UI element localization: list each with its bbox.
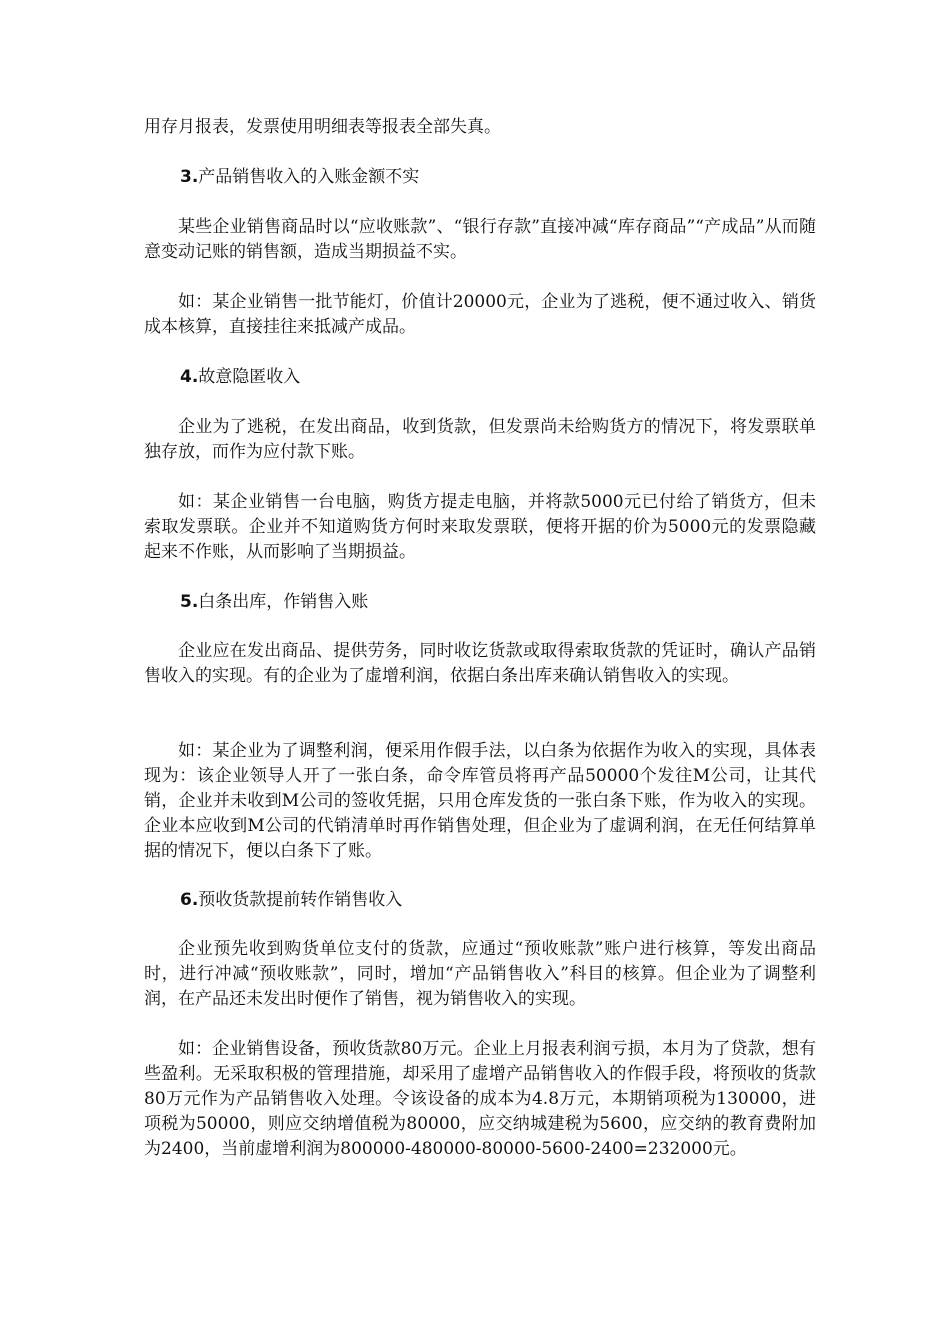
section-title: 产品销售收入的入账金额不实 (198, 167, 420, 187)
paragraph: 企业预先收到购货单位支付的货款，应通过“预收账款”账户进行核算，等发出商品时，进行冲减“预收账款”，同时，增加“产品销售收入”科目的核算。但企业为了调整利润，在产品还未发出时便作了销售，视为销售收入的实现。 (144, 939, 816, 1009)
section-heading-6 (180, 888, 402, 913)
section-title: 白条出库，作销售入账 (198, 592, 369, 612)
section-number: 6. (180, 890, 199, 910)
section-title: 故意隐匿收入 (198, 367, 301, 387)
paragraph-continuation: 用存月报表，发票使用明细表等报表全部失真。 (144, 117, 501, 137)
section-heading-5 (180, 590, 368, 615)
paragraph: 如：企业销售设备，预收货款80万元。企业上月报表利润亏损，本月为了贷款，想有些盈利。无采取积极的管理措施，却采用了虚增产品销售收入的作假手段，将预收的货款80万元作为产品销售收入处理。令该设备的成本为4.8万元，本期销项税为130000，进项税为50000，则应交纳增值税为80000，应交纳城建税为5600，应交纳的教育费附加为2400，当前虚增利润为800000-480000-80000-5600-2400=232000元。 (144, 1039, 816, 1159)
section-number: 3. (180, 167, 199, 187)
section-number: 4. (180, 367, 199, 387)
paragraph: 如：某企业为了调整利润，便采用作假手法，以白条为依据作为收入的实现，具体表现为：该企业领导人开了一张白条，命令库管员将再产品50000个发往M公司，让其代销，企业并未收到M公司的签收凭据，只用仓库发货的一张白条下账，作为收入的实现。企业本应收到M公司的代销清单时再作销售处理，但企业为了虚调利润，在无任何结算单据的情况下，便以白条下了账。 (144, 741, 816, 861)
paragraph: 企业应在发出商品、提供劳务，同时收讫货款或取得索取货款的凭证时，确认产品销售收入的实现。有的企业为了虚增利润，依据白条出库来确认销售收入的实现。 (144, 641, 816, 686)
paragraph: 如：某企业销售一台电脑，购货方提走电脑，并将款5000元已付给了销货方，但未索取发票联。企业并不知道购货方何时来取发票联，便将开据的价为5000元的发票隐藏起来不作账，从而影响了当期损益。 (144, 492, 816, 562)
section-title: 预收货款提前转作销售收入 (198, 890, 403, 910)
paragraph: 某些企业销售商品时以“应收账款”、“银行存款”直接冲减“库存商品”“产成品”从而随意变动记账的销售额，造成当期损益不实。 (144, 217, 816, 262)
paragraph: 如：某企业销售一批节能灯，价值计20000元，企业为了逃税，便不通过收入、销货成本核算，直接挂往来抵减产成品。 (144, 292, 816, 337)
section-heading-4 (180, 365, 300, 390)
paragraph: 企业为了逃税，在发出商品，收到货款，但发票尚未给购货方的情况下，将发票联单独存放，而作为应付款下账。 (144, 417, 816, 462)
section-number: 5. (180, 592, 199, 612)
section-heading-3 (180, 165, 419, 190)
